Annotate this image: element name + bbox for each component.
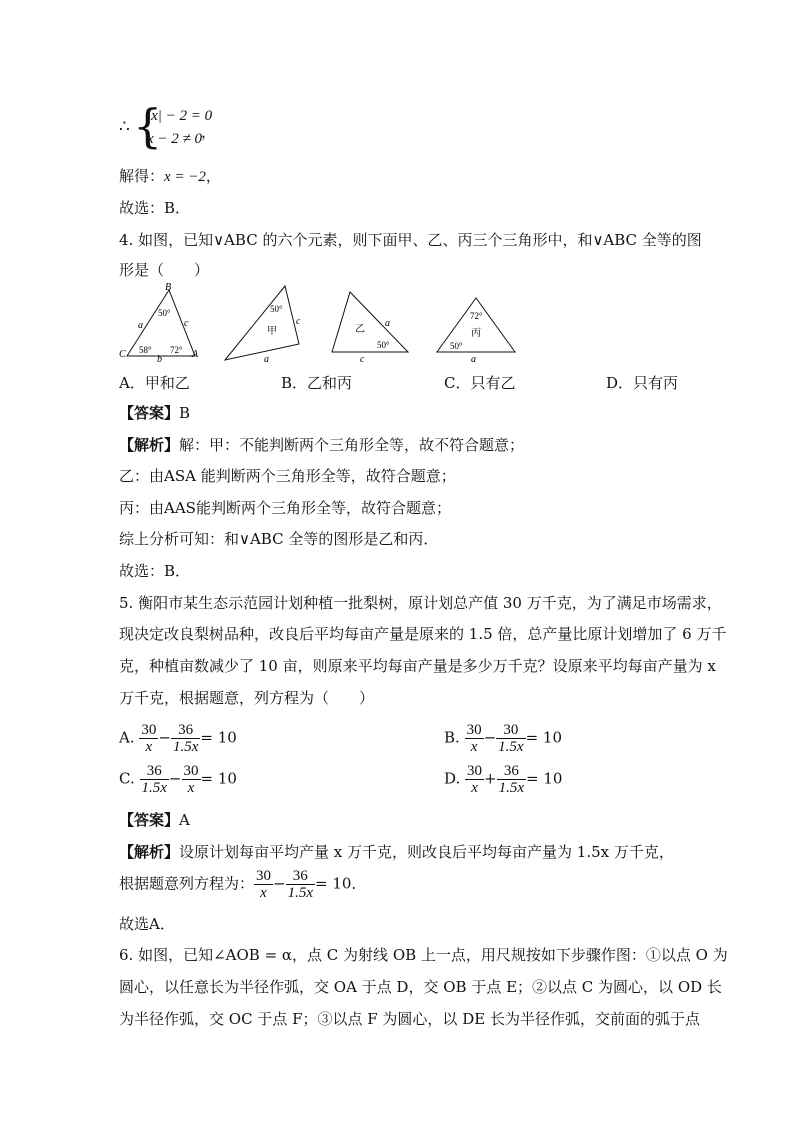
fraction: $\frac{36}{1.5x}$ <box>141 763 167 796</box>
fraction: $\frac{30}{x}$ <box>141 722 157 755</box>
q4-analysis-3: 丙：由AAS能判断两个三角形全等，故符合题意； <box>119 499 451 517</box>
q4-analysis-2: 乙：由ASA 能判断两个三角形全等，故符合题意； <box>119 467 456 485</box>
option-label: B. <box>444 728 460 747</box>
q6-stem-line-2: 圆心，以任意长为半径作弧，交 OA 于点 D，交 OB 于点 E；②以点 C 为圆心，以 OD 长 <box>119 978 722 996</box>
q4-analysis-1 <box>119 435 524 455</box>
option-label: D. <box>444 769 461 788</box>
triangle-bing-figure <box>435 282 517 364</box>
q5-option-d[interactable]: D. $\frac{30}{x}$ + $\frac{36}{1.5x}$ = 10 <box>444 763 563 796</box>
answer-label: 【答案】 <box>119 811 180 829</box>
jia-angle: 50° <box>270 304 283 314</box>
triangle-abc-figure <box>117 282 199 362</box>
jia-a: a <box>264 354 269 364</box>
triangle-jia-figure <box>223 282 309 364</box>
q4-analysis-4: 综上分析可知：和∨ABC 全等的图形是乙和丙． <box>119 530 439 548</box>
analysis-text: 设原计划每亩平均产量 x 万千克，则改良后平均每亩产量为 1.5x 万千克， <box>179 843 674 861</box>
yi-angle: 50° <box>377 340 390 350</box>
q5-option-a[interactable]: A. $\frac{30}{x}$ − $\frac{36}{1.5x}$ = 10 <box>119 722 237 755</box>
system-comma: ， <box>201 123 217 141</box>
q5-option-c[interactable]: C. $\frac{36}{1.5x}$ − $\frac{30}{x}$ = 10 <box>119 763 237 796</box>
system-brace: { <box>133 99 163 153</box>
q5-stem-line-4: 万千克，根据题意，列方程为（ ） <box>119 689 375 707</box>
bing-name: 丙 <box>471 328 481 339</box>
angle-B: 50° <box>158 308 171 318</box>
q5-stem-line-3: 克，种植亩数减少了 10 亩，则原来平均每亩产量是多少万千克？设原来平均每亩产量为 x <box>119 657 716 675</box>
option-label: A. <box>119 728 135 747</box>
solve-line <box>119 166 221 187</box>
yi-c: c <box>360 354 365 364</box>
triangle-yi-figure <box>330 282 412 364</box>
q5-answer <box>119 810 190 830</box>
system-line-2: x − 2 ≠ 0 <box>147 131 203 147</box>
q5-analysis-1 <box>119 842 674 862</box>
fraction: $\frac{30}{x}$ <box>466 722 482 755</box>
label-A: A <box>192 349 199 360</box>
analysis-eq-prefix: 根据题意列方程为： <box>119 874 255 893</box>
yi-a: a <box>385 318 390 329</box>
bing-top-angle: 72° <box>470 311 483 321</box>
q4-option-a[interactable]: A．甲和乙 <box>119 374 190 392</box>
answer-value: A <box>179 811 190 829</box>
analysis-label: 【解析】 <box>119 843 180 861</box>
angle-C: 58° <box>139 345 152 355</box>
q4-answer <box>119 403 190 423</box>
q5-option-b[interactable]: B. $\frac{30}{x}$ − $\frac{30}{1.5x}$ = 10 <box>444 722 563 755</box>
solve-value: x = −2 <box>164 169 206 185</box>
analysis-text: 解：甲：不能判断两个三角形全等，故不符合题意； <box>179 436 525 454</box>
label-b: b <box>157 354 162 362</box>
fraction: $\frac{30}{x}$ <box>256 868 272 901</box>
solve-label: 解得： <box>119 167 165 185</box>
q4-option-d[interactable]: D．只有丙 <box>606 374 679 392</box>
system-line-1: |x| − 2 = 0 <box>147 108 213 124</box>
jia-c: c <box>296 316 301 327</box>
fraction: $\frac{36}{1.5x}$ <box>172 722 199 755</box>
answer-label: 【答案】 <box>119 404 180 422</box>
q5-choose: 故选A． <box>119 915 175 933</box>
fraction: $\frac{30}{1.5x}$ <box>498 722 524 755</box>
option-label: C. <box>119 769 135 788</box>
q5-analysis-2: 根据题意列方程为： $\frac{30}{x}$ − $\frac{36}{1.5x}$ = 10． <box>119 868 367 901</box>
label-a: a <box>138 320 143 331</box>
label-B: B <box>165 282 172 293</box>
fraction: $\frac{30}{x}$ <box>183 763 199 796</box>
q5-stem-line-2: 现决定改良梨树品种，改良后平均每亩产量是原来的 1.5 倍，总产量比原计划增加了 6 万千 <box>119 625 727 643</box>
q4-option-c[interactable]: C．只有乙 <box>444 374 516 392</box>
q6-stem-line-1: 6. 如图，已知∠AOB = α，点 C 为射线 OB 上一点，用尺规按如下步骤作图：①以点 O 为 <box>119 946 728 964</box>
q4-stem-line-1: 4. 如图，已知∨ABC 的六个元素，则下面甲、乙、丙三个三角形中，和∨ABC 全等的图 <box>119 231 702 249</box>
angle-A: 72° <box>170 345 183 355</box>
q6-stem-line-3: 为半径作弧，交 OC 于点 F；③以点 F 为圆心，以 DE 长为半径作弧，交前面的弧于点 <box>119 1010 700 1028</box>
bing-a: a <box>471 354 476 364</box>
answer-value: B <box>179 404 191 422</box>
therefore-symbol: ∴ <box>119 117 130 137</box>
jia-name: 甲 <box>267 326 277 337</box>
fraction: $\frac{30}{x}$ <box>467 763 483 796</box>
fraction: $\frac{36}{1.5x}$ <box>498 763 525 796</box>
q4-stem-line-2: 形是（ ） <box>119 261 210 279</box>
prev-choose: 故选：B． <box>119 199 191 217</box>
label-c: c <box>184 318 189 329</box>
yi-name: 乙 <box>355 324 365 335</box>
bing-left-angle: 50° <box>450 341 463 351</box>
q5-stem-line-1: 5. 衡阳市某生态示范园计划种植一批梨树，原计划总产值 30 万千克，为了满足市场需求， <box>119 594 722 612</box>
fraction: $\frac{36}{1.5x}$ <box>287 868 314 901</box>
q4-option-b[interactable]: B．乙和丙 <box>281 374 353 392</box>
solve-tail: ， <box>205 167 221 185</box>
analysis-label: 【解析】 <box>119 436 180 454</box>
label-C: C <box>119 349 126 360</box>
q4-choose: 故选：B． <box>119 562 191 580</box>
